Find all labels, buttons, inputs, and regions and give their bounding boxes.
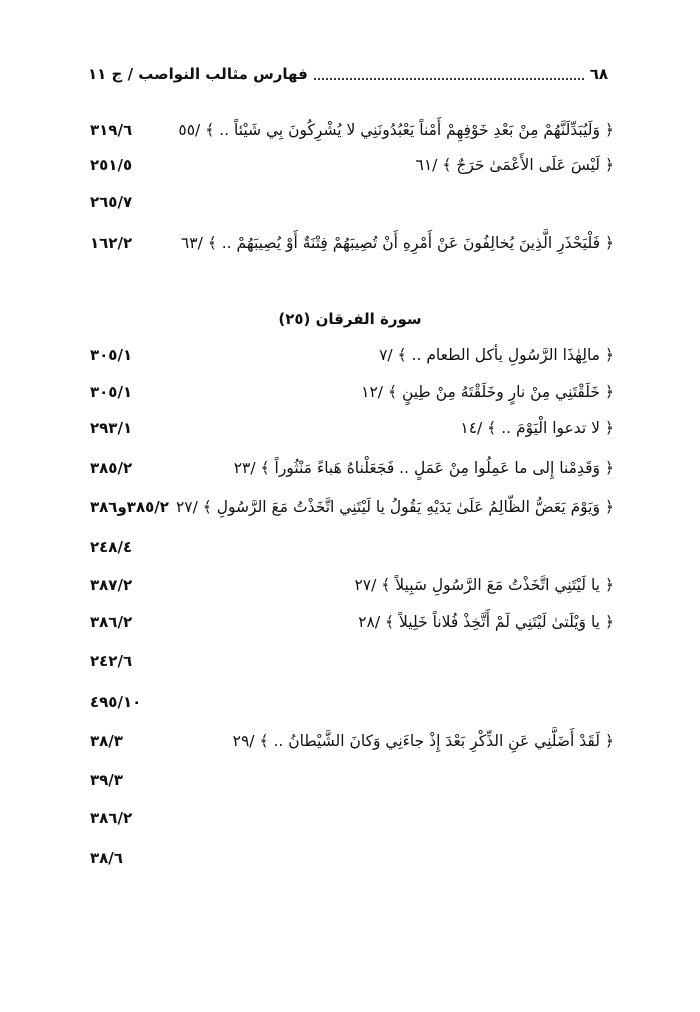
index-row: [0, 532, 700, 562]
verse-entry: ﴿ يا لَيْتَنِي اتَّخَذْتُ مَعَ الرَّسُولِ سَبِيلاً ﴾ /٢٧: [354, 576, 614, 594]
index-row: [0, 413, 700, 443]
index-row: [0, 607, 700, 637]
index-row: [0, 492, 700, 522]
surah-heading: سورة الفرقان (٢٥): [278, 310, 422, 328]
page-reference: ٣٨٥/٢و٣٨٦: [90, 498, 169, 516]
verse-entry: ﴿ لَقَدْ أَضَلَّنِي عَنِ الذِّكْرِ بَعْدَ إِذْ جاءَنِي وَكانَ الشَّيْطانُ .. ﴾ /٢٩: [232, 732, 614, 750]
header-leader-dots: [314, 68, 584, 80]
index-row: [0, 187, 700, 217]
verse-entry: ﴿ فَلْيَحْذَرِ الَّذِينَ يُخالِفُونَ عَنْ أَمْرِهِ أَنْ تُصِيبَهُمْ فِتْنَةٌ أَوْ يُصِيبَهُمْ .. ﴾ /٦٣: [180, 234, 614, 252]
page-reference: ٣٨/٦: [90, 849, 123, 867]
index-row: [0, 726, 700, 756]
index-row: [0, 843, 700, 873]
page-reference: ٣٠٥/١: [90, 383, 133, 401]
page-reference: ٢٥١/٥: [90, 156, 133, 174]
page-reference: ٤٩٥/١٠: [90, 693, 142, 711]
page-reference: ٣٨٧/٢: [90, 576, 133, 594]
verse-entry: ﴿ وَلَيُبَدِّلَنَّهُمْ مِنْ بَعْدِ خَوْفِهِمْ أَمْناً يَعْبُدُونَنِي لا يُشْرِكُونَ بِي شَيْئاً .. ﴾ /٥٥: [178, 121, 614, 139]
index-row: [0, 687, 700, 717]
verse-entry: ﴿ مالِهٰذَا الرَّسُولِ يأكل الطعام .. ﴾ /٧: [379, 346, 614, 364]
index-row: [0, 646, 700, 676]
index-row: [0, 340, 700, 370]
index-row: [0, 570, 700, 600]
index-row: [0, 377, 700, 407]
index-row: [0, 803, 700, 833]
page-reference: ٢٩٣/١: [90, 419, 133, 437]
page-number: ٦٨: [589, 65, 608, 83]
page-reference: ٢٤٨/٤: [90, 538, 133, 556]
index-row: [0, 765, 700, 795]
page-reference: ٢٦٥/٧: [90, 193, 133, 211]
index-row: [0, 115, 700, 145]
page-reference: ٣٠٥/١: [90, 346, 133, 364]
verse-entry: ﴿ لَيْسَ عَلَى الأَعْمَىٰ حَرَجٌ ﴾ /٦١: [415, 156, 614, 174]
page-reference: ١٦٢/٢: [90, 234, 133, 252]
index-row: [0, 150, 700, 180]
verse-entry: ﴿ وَيَوْمَ يَعَضُّ الظّالِمُ عَلَىٰ يَدَيْهِ يَقُولُ يا لَيْتَنِي اتَّخَذْتُ مَعَ الرَّسُولِ ﴾ /٢٧: [175, 498, 614, 516]
page-reference: ٣٨٦/٢: [90, 809, 133, 827]
running-header: [88, 62, 608, 86]
header-title: فهارس مثالب النواصب / ج ١١: [88, 65, 308, 83]
verse-entry: ﴿ لا تدعوا الْيَوْمَ .. ﴾ /١٤: [460, 419, 614, 437]
page-reference: ٣٨/٣: [90, 732, 123, 750]
page-reference: ٣٨٥/٢: [90, 459, 133, 477]
verse-entry: ﴿ وَقَدِمْنا إِلى ما عَمِلُوا مِنْ عَمَلٍ .. فَجَعَلْناهُ هَباءً مَنْثُوراً ﴾ /٢٣: [233, 459, 614, 477]
verse-entry: ﴿ يا وَيْلَتىٰ لَيْتَنِي لَمْ أَتَّخِذْ فُلاناً خَلِيلاً ﴾ /٢٨: [358, 613, 614, 631]
page-reference: ٢٤٢/٦: [90, 652, 133, 670]
index-row: [0, 228, 700, 258]
verse-entry: ﴿ خَلَقْتَنِي مِنْ نارٍ وخَلَقْتَهُ مِنْ طِينٍ ﴾ /١٢: [361, 383, 614, 401]
index-row: [0, 453, 700, 483]
page-reference: ٣١٩/٦: [90, 121, 133, 139]
page-reference: ٣٩/٣: [90, 771, 123, 789]
page-reference: ٣٨٦/٢: [90, 613, 133, 631]
